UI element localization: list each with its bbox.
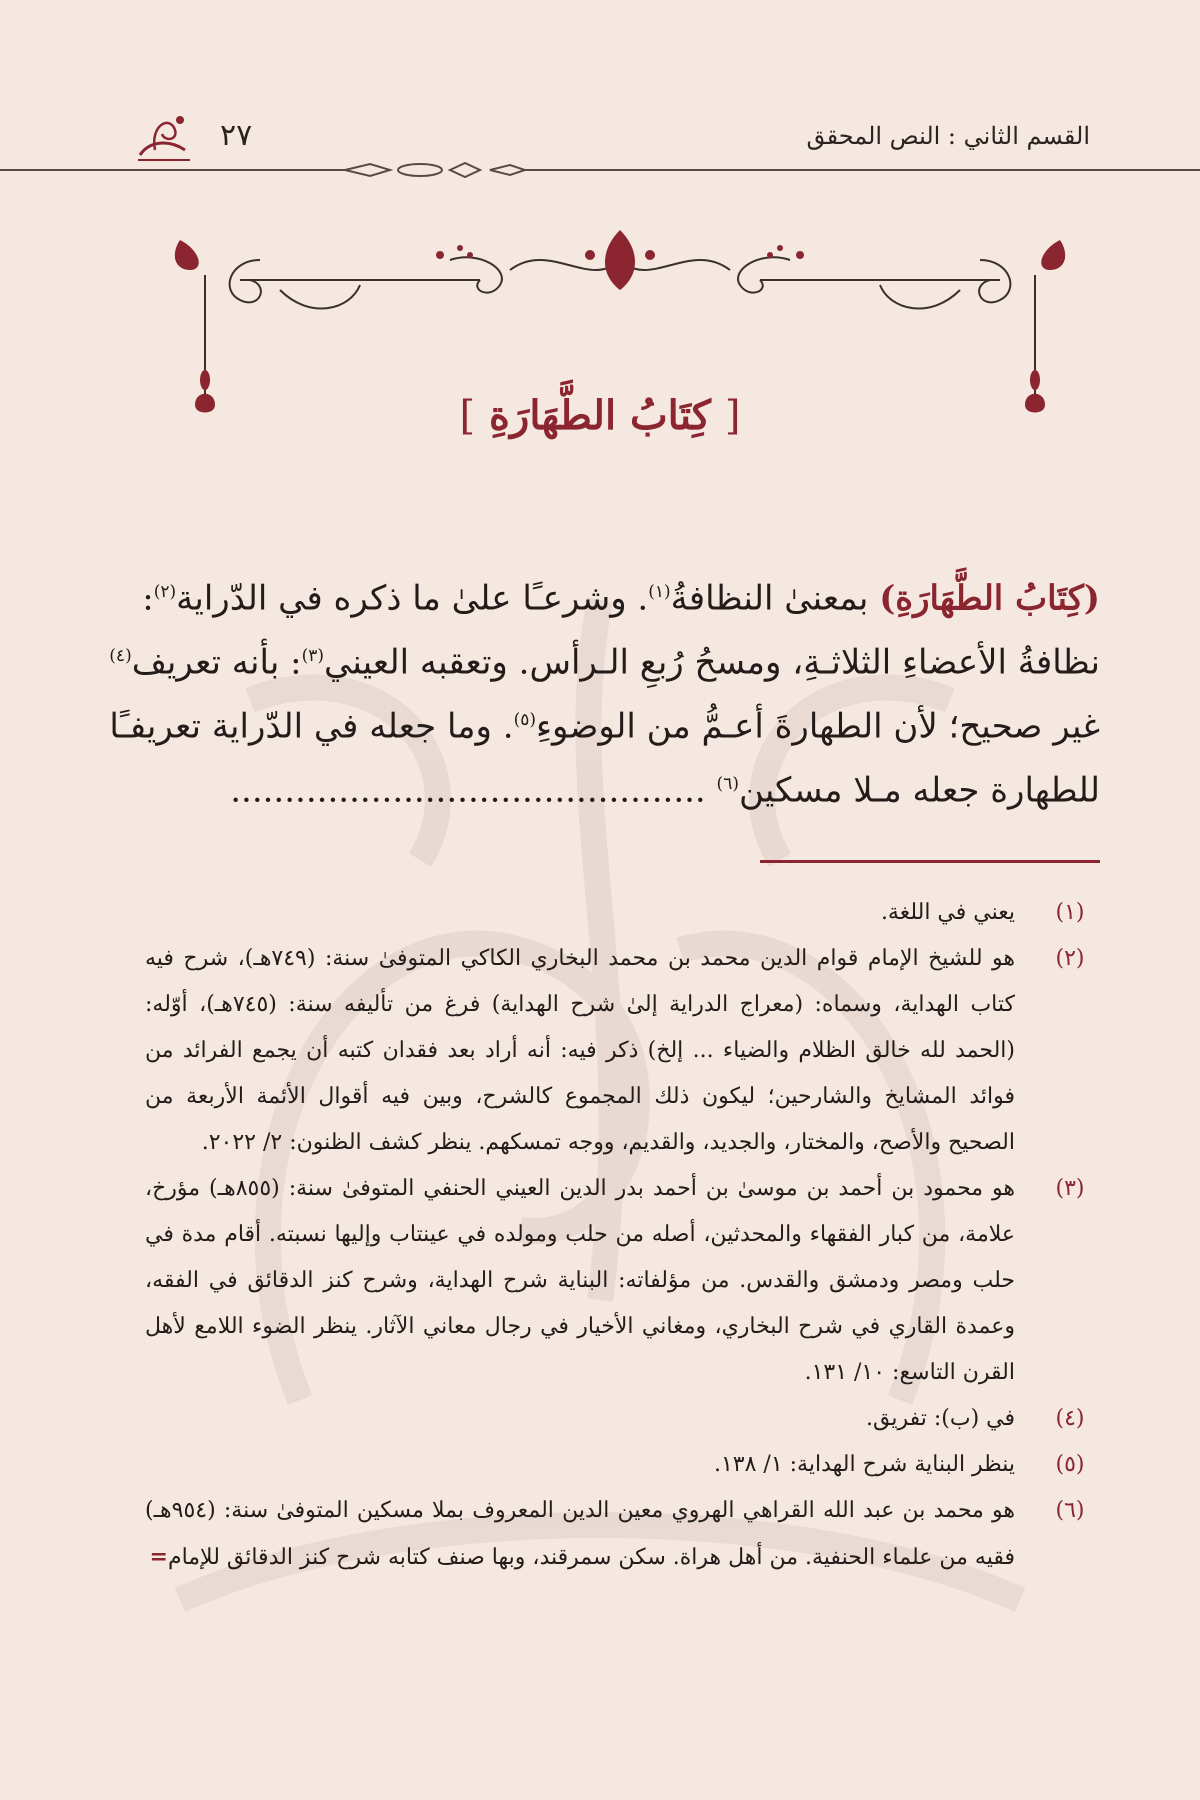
footnote-item bbox=[145, 1442, 1100, 1488]
footnote-item bbox=[145, 890, 1100, 936]
footnote-divider bbox=[760, 860, 1100, 863]
main-text-segment: : بأنه تعريف bbox=[131, 642, 302, 683]
ellipsis-dots: ............................................ bbox=[230, 770, 717, 811]
main-text-segment: غير صحيح؛ لأن الطهارةَ أعـمُّ من الوضوءِ bbox=[535, 706, 1100, 747]
footnote-text: في (ب): تفريق. bbox=[866, 1406, 1015, 1431]
footnote-number: (٣) bbox=[1055, 1176, 1085, 1201]
running-header-title: القسم الثاني : النص المحقق bbox=[806, 122, 1090, 150]
main-text-segment: للطهارة جعله مـلا مسكين bbox=[738, 770, 1100, 811]
main-text bbox=[109, 560, 1100, 816]
chapter-title-bracket-close: ] bbox=[459, 393, 476, 439]
footnote-number: (٦) bbox=[1055, 1498, 1085, 1523]
footnote-text: ينظر البناية شرح الهداية: ١/ ١٣٨. bbox=[713, 1452, 1015, 1477]
footnote-text: يعني في اللغة. bbox=[880, 900, 1015, 925]
footnote-number: (٤) bbox=[1055, 1406, 1085, 1431]
main-text-line-1 bbox=[142, 560, 1100, 624]
footnote-ref-1[interactable]: (١) bbox=[648, 582, 671, 602]
footnote-text bbox=[145, 1488, 1015, 1581]
main-text-segment: نظافةُ الأعضاءِ الثلاثـةِ، ومسحُ رُبعِ الـرأس. وتعقبه العيني bbox=[324, 642, 1100, 683]
book-title-inline: (كِتَابُ الطَّهَارَةِ) bbox=[879, 578, 1100, 619]
header-divider bbox=[0, 160, 1200, 180]
footnote-item bbox=[145, 1166, 1100, 1396]
chapter-title-text: كِتَابُ الطَّهَارَةِ bbox=[489, 392, 711, 439]
footnote-text-content: هو محمد بن عبد الله القراهي الهروي معين الدين المعروف بملا مسكين المتوفىٰ سنة: (٩٥٤هـ) فقيه من علماء الحنفية. من أهل هراة. سكن سمرقند، وبها صنف كتابه شرح كنز الدقائق للإمام bbox=[145, 1498, 1015, 1570]
footnote-ref-4[interactable]: (٤) bbox=[109, 646, 132, 666]
footnote-ref-3[interactable]: (٣) bbox=[301, 646, 324, 666]
main-text-line-4 bbox=[145, 752, 1100, 816]
main-text-segment: بمعنىٰ النظافةُ bbox=[670, 578, 880, 619]
footnote-number: (٢) bbox=[1055, 946, 1085, 971]
footnote-text: هو للشيخ الإمام قوام الدين محمد بن محمد البخاري الكاكي المتوفىٰ سنة: (٧٤٩هـ)، شرح فيه كتاب الهداية، وسماه: (معراج الدراية إلىٰ شرح الهداية) فرغ من تأليفه سنة: (٧٤٥هـ)، أوّله: (الحمد لله خالق الظلام والضياء ... إلخ) ذكر فيه: أنه أراد بعد فقدان كتبه أن يجمع الفرائد من فوائد المشايخ والشارحين؛ ليكون ذلك المجموع كالشرح، وبين فيه أقوال الأئمة الأربعة من الصحيح والأصح، والمختار، والجديد، والقديم، ووجه تمسكهم. ينظر كشف الظنون: ٢/ ٢٠٢٢. bbox=[145, 946, 1015, 1155]
footnote-item bbox=[145, 936, 1100, 1166]
footnotes bbox=[145, 890, 1100, 1581]
chapter-title bbox=[0, 392, 1200, 439]
main-text-segment: . وما جعله في الدّراية تعريفـًا bbox=[109, 706, 514, 747]
page-number: ٢٧ bbox=[220, 118, 253, 153]
footnote-ref-6[interactable]: (٦) bbox=[716, 774, 739, 794]
footnote-number: (١) bbox=[1055, 900, 1085, 925]
footnote-number: (٥) bbox=[1055, 1452, 1085, 1477]
footnote-ref-5[interactable]: (٥) bbox=[513, 710, 536, 730]
main-text-line-2 bbox=[109, 624, 1100, 688]
main-text-segment: . وشرعـًا علىٰ ما ذكره في الدّراية bbox=[176, 578, 649, 619]
footnote-item bbox=[145, 1488, 1100, 1581]
continuation-mark: = bbox=[149, 1544, 168, 1570]
footnote-ref-2[interactable]: (٢) bbox=[153, 582, 177, 602]
footnote-item bbox=[145, 1396, 1100, 1442]
main-text-segment: : bbox=[142, 578, 154, 619]
footnote-text: هو محمود بن أحمد بن موسىٰ بن أحمد بدر الدين العيني الحنفي المتوفىٰ سنة: (٨٥٥هـ) مؤرخ، علامة، من كبار الفقهاء والمحدثين، أصله من حلب ومولده في عينتاب وإليها نسبته. أقام مدة في حلب ومصر ودمشق والقدس. من مؤلفاته: البناية شرح الهداية، وشرح كنز الدقائق في الفقه، وعمدة القاري في شرح البخاري، ومغاني الأخيار في رجال معاني الآثار. ينظر الضوء اللامع لأهل القرن التاسع: ١٠/ ١٣١. bbox=[145, 1176, 1016, 1385]
main-text-line-3 bbox=[109, 688, 1100, 752]
chapter-title-bracket-open: [ bbox=[724, 393, 741, 439]
